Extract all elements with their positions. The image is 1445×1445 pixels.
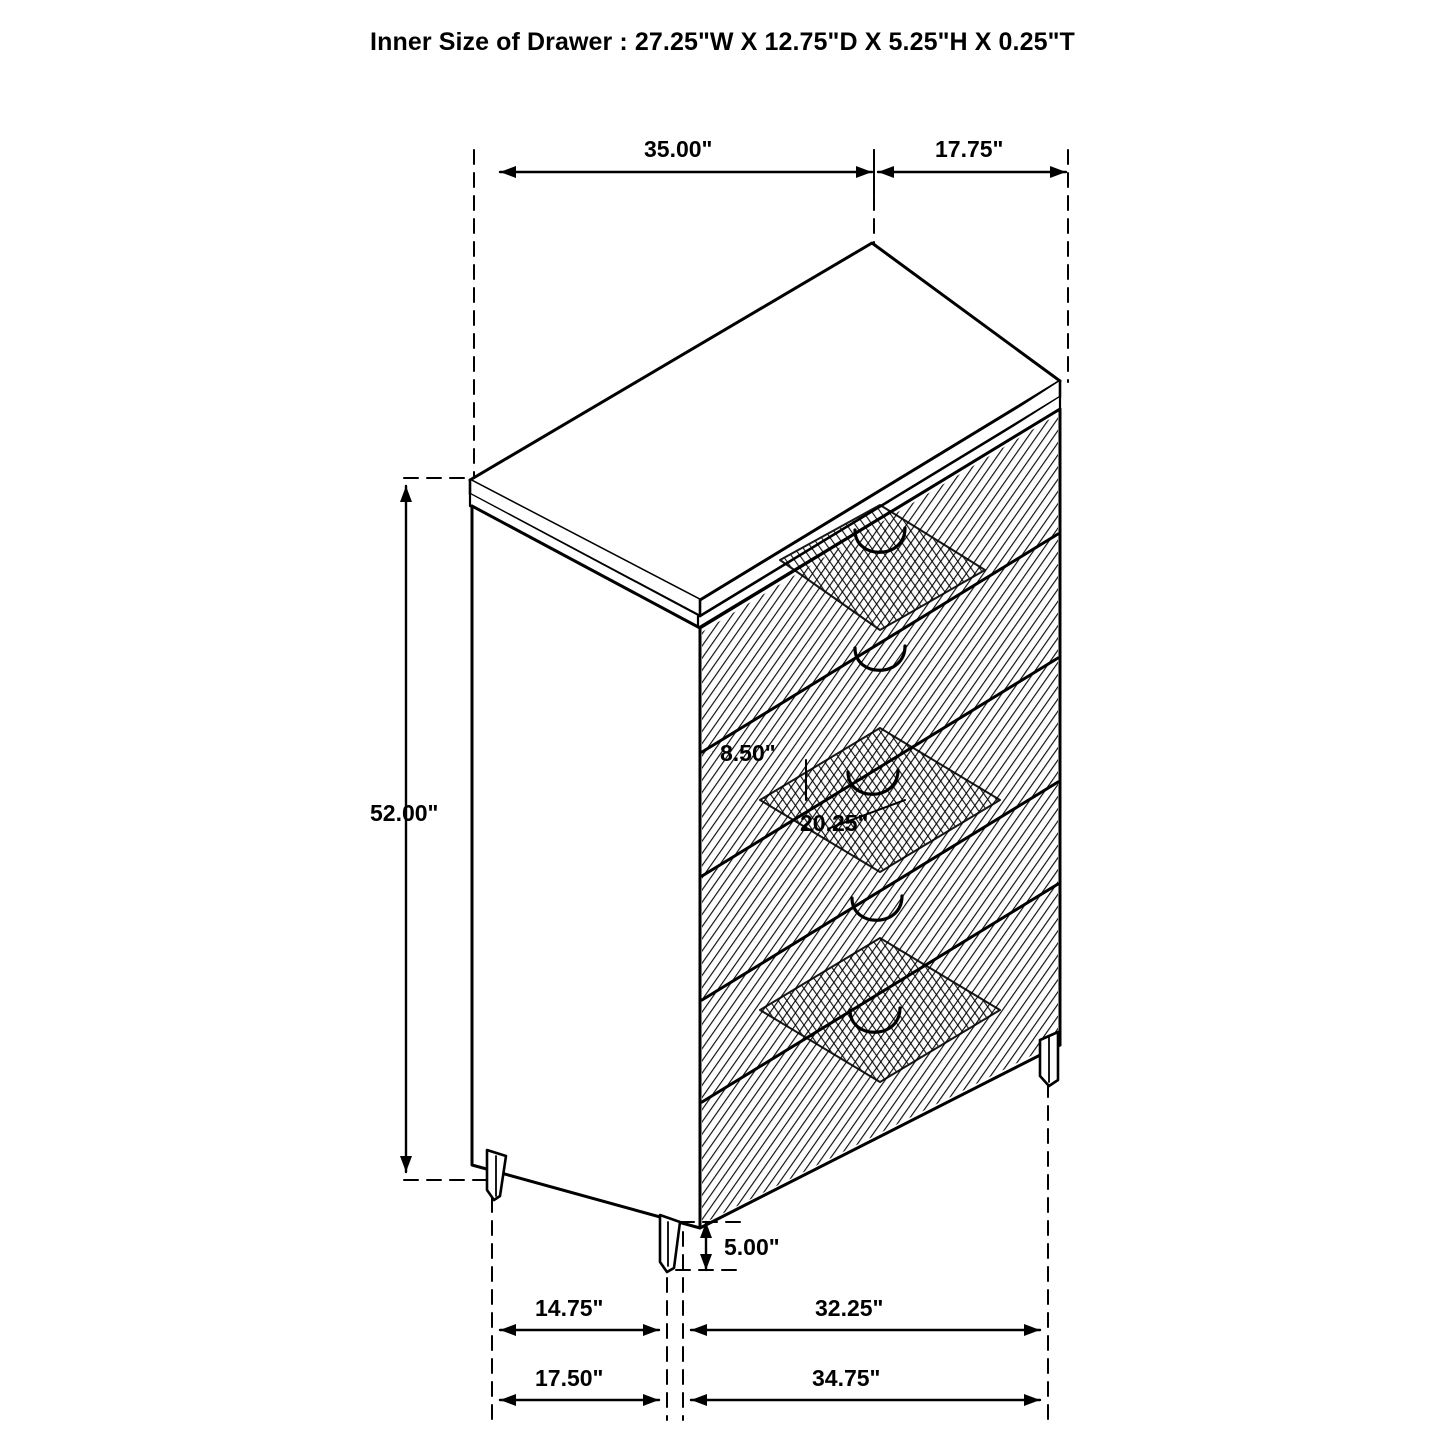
dimension-label-footprint-width: 34.75" xyxy=(812,1365,881,1391)
dimension-label-drawer-height: 8.50" xyxy=(720,740,776,766)
dimension-label-depth-side: 17.75" xyxy=(935,136,1004,162)
dimension-label-base-depth: 14.75" xyxy=(535,1295,604,1321)
dimension-label-drawer-width: 20.25" xyxy=(800,810,869,836)
dimension-label-footprint-depth: 17.50" xyxy=(535,1365,604,1391)
dimension-label-width-front: 35.00" xyxy=(644,136,713,162)
dimension-label-base-width: 32.25" xyxy=(815,1295,884,1321)
dimension-label-leg-height: 5.00" xyxy=(724,1234,780,1260)
page-title: Inner Size of Drawer : 27.25"W X 12.75"D X 5.25"H X 0.25"T xyxy=(370,28,1075,56)
dimension-label-height-total: 52.00" xyxy=(370,800,439,826)
